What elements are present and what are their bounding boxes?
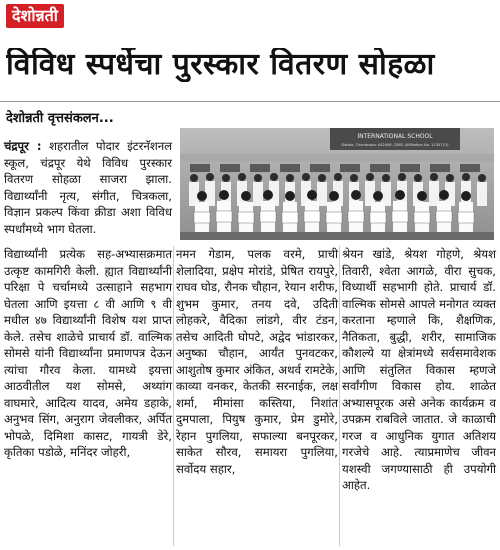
byline: देशोन्नती वृत्तसंकलन... (6, 111, 114, 126)
event-photo (180, 128, 494, 240)
article-column-2: नमन गेडाम, पलक वरमे, प्राची शेलादिया, प्रक्षेप मोरांडे, प्रेषित रायपुरे, राघव घोड, रौनक चौहान, रेयान शरीफ, शुभम कुमार, तनय दवे, उदिती लोहकरे, वैदिका लांडगे, वीर टंडन, तसेच आदिती घोपटे, अद्वेद भांडारकर, अनुष्का चौहान, आर्यंत पुनवटकर, आशुतोष कुमार अंकित, अथर्व रामटेके, काव्या वनकर, केतकी सरनाईक, लक्ष शर्मा, मीमांसा कस्तिया, निशांत दुमपाला, पियुष कुमार, प्रेम डुमोरे, रेहान पुगलिया, सफाल्या बनपूरकर, साकेत सौरव, समायरा पुगलिया, सर्वोदय सहार, (176, 247, 338, 476)
article-column-3: श्रेयन खांडे, श्रेयश गोहणे, श्रेयश तिवारी, श्वेता आगळे, वीरा सुचक, विध्यार्थी सहभागी होते. प्राचार्य डॉ. वाल्मिक सोमसे आपले मनोगत व्यक्त करताना म्हणाले कि, शैक्षणिक, नैतिकता, बुद्धी, शरीर, सामाजिक कौशल्ये या क्षेत्रांमध्ये सर्वसमावेशक आणि संतुलित विकास म्हणजे सर्वांगीण विकास होय. शाळेत अभ्यासपूरक असे अनेक कार्यक्रम व उपक्रम राबविले जातात. जे काळाची गरज व आधुनिक युगात अतिशय गरजेचे आहे. त्याप्रमाणेच जीवन यशस्वी जगण्यासाठी ही उपयोगी आहेत. (342, 247, 496, 492)
article-headline: विविध स्पर्धेचा पुरस्कार वितरण सोहळा (6, 48, 435, 82)
column-divider (339, 246, 340, 546)
banner-subtitle: Datala, Chandrapur-442406, CBSE (Affiliation No. 1130713) (341, 143, 449, 147)
banner-title: INTERNATIONAL SCHOOL (357, 133, 433, 140)
article-intro (4, 138, 172, 237)
divider (0, 101, 500, 102)
column-divider (173, 246, 174, 546)
intro-text: शहरातील पोदार इंटरनॅशनल स्कूल, चंद्रपूर येथे विविध पुरस्कार वितरण सोहळा साजरा झाला. विद्यार्थ्यांनी नृत्य, संगीत, चित्रकला, विज्ञान प्रकल्प किंवा क्रीडा अशा विविध स्पर्धांमध्ये भाग घेतला. (4, 139, 172, 236)
masthead-logo: देशोन्नती (6, 4, 64, 28)
article-column-1: विद्यार्थ्यांनी प्रत्येक सह-अभ्यासक्रमात उत्कृष्ट कामगिरी केली. ह्यात विद्यार्थ्यांनी परिक्षा पे चर्चामध्ये उत्साहाने सहभाग घेतला आणि इयत्ता ८ वी आणि ९ वी मधील ४७ विद्यार्थ्यांनी विशेष यश प्राप्त केले. तसेच शाळेचे प्राचार्य डॉ. वाल्मिक सोमसे यांनी विद्यार्थ्यांना प्रमाणपत्र देऊन त्यांचा गौरव केला. यामध्ये इयत्ता आठवीतील यश सोमसे, अथ्यांग वाघमारे, आदित्य यादव, अमेय डहाके, अनुभव सिंग, अनुराग जेवलीकर, अर्पित भोपळे, दिमिशा कासट, गायत्री डेरे, कृतिका पडोळे, मनिंदर जोहरी, (4, 247, 172, 459)
dateline: चंद्रपूर : (4, 139, 42, 153)
group-photo-image (180, 128, 494, 240)
